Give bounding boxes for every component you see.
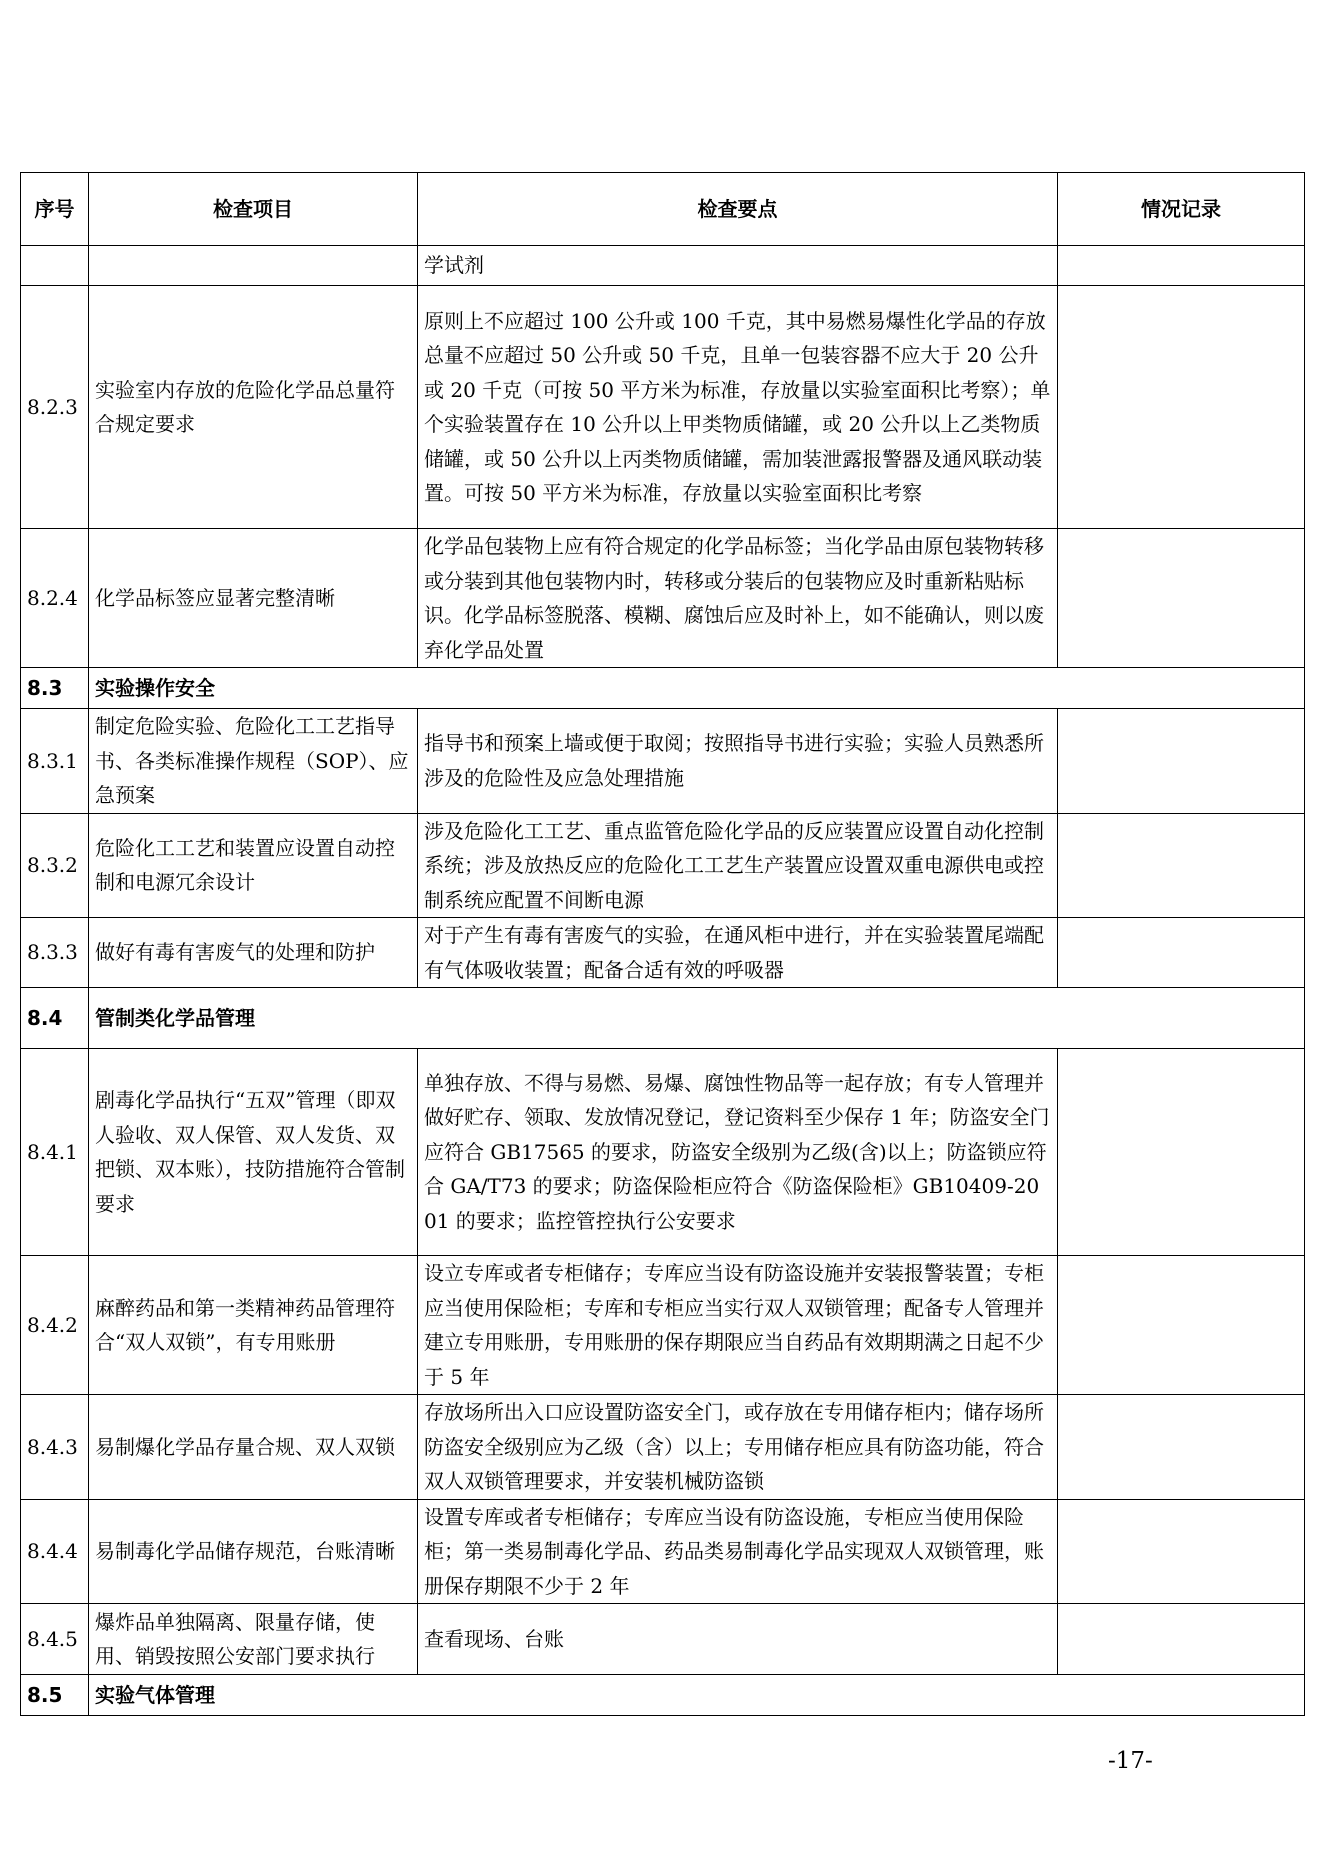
row-item: 化学品标签应显著完整清晰 [89,529,418,668]
row-item [89,246,418,286]
table-row [21,529,1305,668]
section-row [21,668,1305,709]
row-number: 8.3.1 [21,709,89,814]
row-points: 学试剂 [418,246,1058,286]
table-row [21,813,1305,918]
row-record [1058,918,1305,988]
row-points: 设置专库或者专柜储存；专库应当设有防盗设施，专柜应当使用保险柜；第一类易制毒化学品、药品类易制毒化学品实现双人双锁管理，账册保存期限不少于 2 年 [418,1499,1058,1604]
row-record [1058,1049,1305,1256]
inspection-table [20,172,1305,1716]
table-row [21,286,1305,529]
table-row [21,709,1305,814]
row-points: 化学品包装物上应有符合规定的化学品标签；当化学品由原包装物转移或分装到其他包装物内时，转移或分装后的包装物应及时重新粘贴标识。化学品标签脱落、模糊、腐蚀后应及时补上，如不能确认，则以废弃化学品处置 [418,529,1058,668]
table-row [21,1395,1305,1500]
row-points: 原则上不应超过 100 公升或 100 千克，其中易燃易爆性化学品的存放总量不应超过 50 公升或 50 千克，且单一包装容器不应大于 20 公升或 20 千克（可按 50 平方米为标准，存放量以实验室面积比考察）；单个实验装置存在 10 公升以上甲类物质储罐，或 20 公升以上乙类物质储罐，或 50 公升以上丙类物质储罐，需加装泄露报警器及通风联动装置。可按 50 平方米为标准，存放量以实验室面积比考察 [418,286,1058,529]
header-record: 情况记录 [1058,173,1305,246]
table-row [21,1049,1305,1256]
row-record [1058,286,1305,529]
row-points: 设立专库或者专柜储存；专库应当设有防盗设施并安装报警装置；专柜应当使用保险柜；专库和专柜应当实行双人双锁管理；配备专人管理并建立专用账册，专用账册的保存期限应当自药品有效期期满之日起不少于 5 年 [418,1256,1058,1395]
section-title: 实验气体管理 [89,1675,1305,1716]
table-row [21,1256,1305,1395]
table-row [21,246,1305,286]
row-points: 指导书和预案上墙或便于取阅；按照指导书进行实验；实验人员熟悉所涉及的危险性及应急处理措施 [418,709,1058,814]
table-row [21,1499,1305,1604]
section-row [21,988,1305,1049]
row-points: 涉及危险化工工艺、重点监管危险化学品的反应装置应设置自动化控制系统；涉及放热反应的危险化工工艺生产装置应设置双重电源供电或控制系统应配置不间断电源 [418,813,1058,918]
row-points: 查看现场、台账 [418,1604,1058,1675]
row-record [1058,709,1305,814]
row-number: 8.4.2 [21,1256,89,1395]
row-record [1058,1499,1305,1604]
row-number: 8.4.3 [21,1395,89,1500]
section-title: 实验操作安全 [89,668,1305,709]
section-number: 8.3 [21,668,89,709]
section-row [21,1675,1305,1716]
row-item: 实验室内存放的危险化学品总量符合规定要求 [89,286,418,529]
row-record [1058,1604,1305,1675]
row-number: 8.4.5 [21,1604,89,1675]
row-item: 爆炸品单独隔离、限量存储，使用、销毁按照公安部门要求执行 [89,1604,418,1675]
row-number [21,246,89,286]
row-number: 8.4.1 [21,1049,89,1256]
section-number: 8.4 [21,988,89,1049]
row-item: 易制毒化学品储存规范，台账清晰 [89,1499,418,1604]
page-number: -17- [1108,1748,1153,1774]
header-inspection-points: 检查要点 [418,173,1058,246]
row-record [1058,1395,1305,1500]
row-points: 单独存放、不得与易燃、易爆、腐蚀性物品等一起存放；有专人管理并做好贮存、领取、发放情况登记，登记资料至少保存 1 年；防盗安全门应符合 GB17565 的要求，防盗安全级别为乙级(含)以上；防盗锁应符合 GA/T73 的要求；防盗保险柜应符合《防盗保险柜》GB10409-2001 的要求；监控管控执行公安要求 [418,1049,1058,1256]
table-header-row [21,173,1305,246]
row-record [1058,529,1305,668]
row-number: 8.2.4 [21,529,89,668]
row-number: 8.3.2 [21,813,89,918]
row-number: 8.4.4 [21,1499,89,1604]
row-item: 麻醉药品和第一类精神药品管理符合“双人双锁”，有专用账册 [89,1256,418,1395]
row-points: 对于产生有毒有害废气的实验，在通风柜中进行，并在实验装置尾端配有气体吸收装置；配备合适有效的呼吸器 [418,918,1058,988]
row-item: 剧毒化学品执行“五双”管理（即双人验收、双人保管、双人发货、双把锁、双本账），技防措施符合管制要求 [89,1049,418,1256]
section-number: 8.5 [21,1675,89,1716]
row-record [1058,246,1305,286]
table-row [21,1604,1305,1675]
row-item: 易制爆化学品存量合规、双人双锁 [89,1395,418,1500]
row-number: 8.3.3 [21,918,89,988]
row-points: 存放场所出入口应设置防盗安全门，或存放在专用储存柜内；储存场所防盗安全级别应为乙级（含）以上；专用储存柜应具有防盗功能，符合双人双锁管理要求，并安装机械防盗锁 [418,1395,1058,1500]
row-item: 做好有毒有害废气的处理和防护 [89,918,418,988]
row-record [1058,1256,1305,1395]
header-inspection-item: 检查项目 [89,173,418,246]
row-number: 8.2.3 [21,286,89,529]
header-serial-number: 序号 [21,173,89,246]
row-item: 危险化工工艺和装置应设置自动控制和电源冗余设计 [89,813,418,918]
section-title: 管制类化学品管理 [89,988,1305,1049]
row-record [1058,813,1305,918]
table-row [21,918,1305,988]
row-item: 制定危险实验、危险化工工艺指导书、各类标准操作规程（SOP）、应急预案 [89,709,418,814]
